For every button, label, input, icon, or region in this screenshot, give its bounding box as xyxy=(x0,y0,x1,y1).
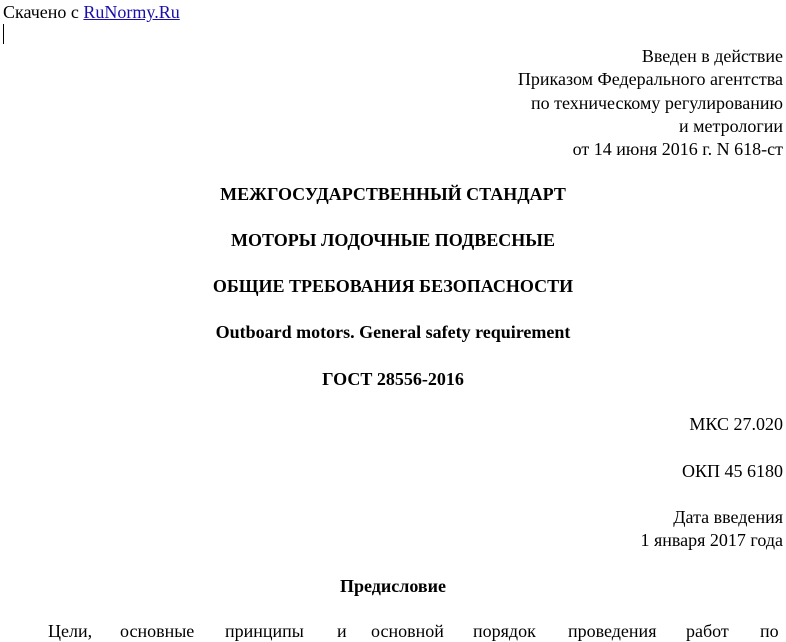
text-cursor xyxy=(3,24,4,44)
okp-code: ОКП 45 6180 xyxy=(681,461,783,481)
enactment-line-5: от 14 июня 2016 г. N 618-ст xyxy=(572,139,783,159)
preface-word: работ xyxy=(686,621,729,641)
preface-word: основной xyxy=(371,621,444,641)
preface-word: порядок xyxy=(473,621,536,641)
download-prefix: Скачено с xyxy=(3,2,79,22)
enactment-line-2: Приказом Федерального агентства xyxy=(517,69,783,89)
preface-heading: Предисловие xyxy=(340,576,446,596)
effective-date: 1 января 2017 года xyxy=(640,530,783,550)
source-link[interactable]: RuNormy.Ru xyxy=(83,2,180,22)
preface-word: основные xyxy=(120,621,195,641)
subtitle-ru: ОБЩИЕ ТРЕБОВАНИЯ БЕЗОПАСНОСТИ xyxy=(212,276,574,296)
gost-number: ГОСТ 28556-2016 xyxy=(322,369,464,389)
preface-word: принципы xyxy=(225,621,304,641)
preface-word: Цели, xyxy=(48,621,93,641)
preface-word: по xyxy=(760,621,779,641)
effective-label: Дата введения xyxy=(673,507,783,527)
enactment-line-4: и метрологии xyxy=(679,116,783,136)
title-en: Outboard motors. General safety requirement xyxy=(215,322,571,342)
preface-word: проведения xyxy=(568,621,657,641)
standard-type-heading: МЕЖГОСУДАРСТВЕННЫЙ СТАНДАРТ xyxy=(220,184,566,204)
preface-word: и xyxy=(337,621,347,641)
enactment-line-3: по техническому регулированию xyxy=(530,93,783,113)
mks-code: МКС 27.020 xyxy=(689,414,783,434)
download-source xyxy=(3,1,180,23)
title-ru: МОТОРЫ ЛОДОЧНЫЕ ПОДВЕСНЫЕ xyxy=(231,230,555,250)
enactment-line-1: Введен в действие xyxy=(641,46,783,66)
